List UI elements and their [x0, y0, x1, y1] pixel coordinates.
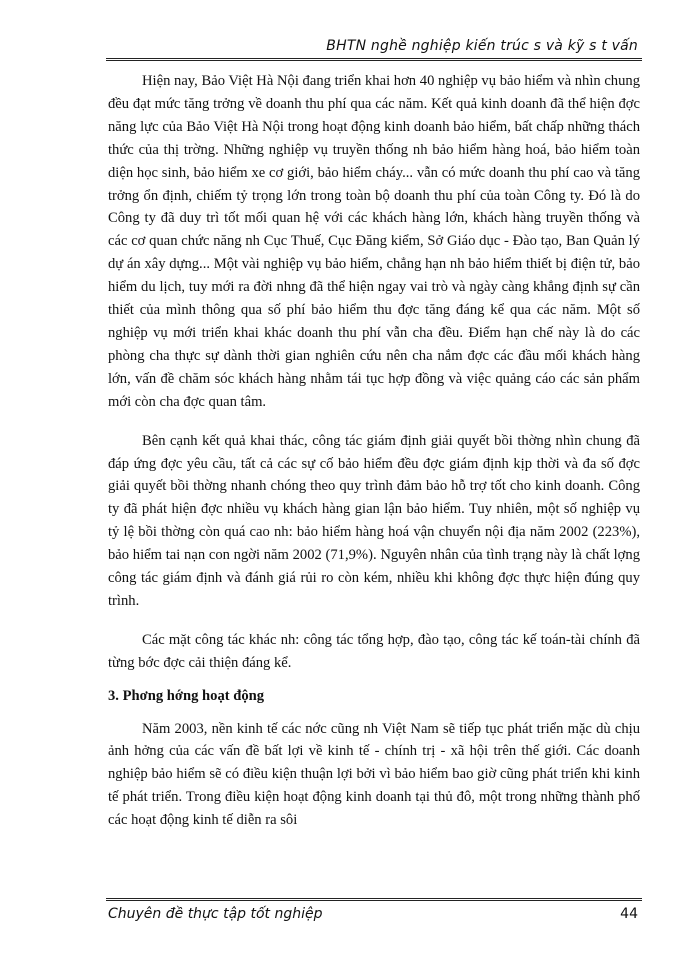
- running-header: BHTN nghề nghiệp kiến trúc s và kỹ s t vấn: [326, 38, 638, 54]
- header-rule: [106, 58, 642, 61]
- paragraph-3: Các mặt công tác khác nh: công tác tổng hợp, đào tạo, công tác kế toán-tài chính đã từng bớc đợc cải thiện đáng kể.: [108, 631, 640, 671]
- running-footer: Chuyên đề thực tập tốt nghiệp: [108, 906, 323, 922]
- page-number: 44: [620, 906, 638, 922]
- document-body: [108, 70, 640, 832]
- section-heading: 3. Phơng hớng hoạt động: [108, 687, 265, 704]
- paragraph-2: Bên cạnh kết quả khai thác, công tác giám định giải quyết bồi thờng nhìn chung đã đáp ứng đợc yêu cầu, tất cả các sự cố bảo hiểm đều đợc giám định kịp thời và đa số đợc giải quyết bồi thờng nhanh chóng theo quy trình đảm bảo hỗ trợ tốt cho kinh doanh. Công ty đã phát hiện đợc nhiều vụ khách hàng gian lận bảo hiểm. Tuy nhiên, một số nghiệp vụ tỷ lệ bồi thờng còn quá cao nh: bảo hiểm hàng hoá vận chuyển nội địa năm 2002 (223%), bảo hiểm tai nạn con ngời năm 2002 (71,9%). Nguyên nhân của tình trạng này là chất lợng công tác giám định và đánh giá rủi ro còn kém, nhiều khi không đợc thực hiện đúng quy trình.: [108, 432, 640, 609]
- footer-rule: [106, 898, 642, 901]
- paragraph-1: Hiện nay, Bảo Việt Hà Nội đang triển khai hơn 40 nghiệp vụ bảo hiểm và nhìn chung đều đạt mức tăng trởng về doanh thu phí qua các năm. Kết quả kinh doanh đã thể hiện đợc năng lực của Bảo Việt Hà Nội trong hoạt động kinh doanh bảo hiểm, bất chấp những thách thức của thị trờng. Những nghiệp vụ truyền thống nh bảo hiểm hàng hoá, bảo hiểm toàn diện học sinh, bảo hiểm xe cơ giới, bảo hiểm cháy... vẫn có mức doanh thu phí cao và tăng trởng ổn định, chiếm tỷ trọng lớn trong toàn bộ doanh thu phí của toàn Công ty. Đó là do Công ty đã duy trì tốt mối quan hệ với các khách hàng lớn, khách hàng truyền thống và các cơ quan chức năng nh Cục Thuế, Cục Đăng kiểm, Sở Giáo dục - Đào tạo, Ban Quản lý dự án xây dựng... Một vài nghiệp vụ bảo hiểm, chẳng hạn nh bảo hiểm thiết bị điện tử, bảo hiểm du lịch, tuy mới ra đời nhng đã thể hiện ngay vai trò và ngày càng khẳng định sự cần thiết của mình thông qua số phí bảo hiểm thu đợc tăng đáng kể qua các năm. Một số nghiệp vụ mới triển khai khác doanh thu phí vẫn cha đều. Điểm hạn chế này là do các phòng cha thực sự dành thời gian nghiên cứu nên cha nắm đợc các đầu mối khách hàng lớn, vấn đề chăm sóc khách hàng nhằm tái tục hợp đồng và việc quảng cáo các sản phẩm mới còn cha đợc quan tâm.: [108, 73, 640, 410]
- paragraph-4: Năm 2003, nền kinh tế các nớc cũng nh Việt Nam sẽ tiếp tục phát triển mặc dù chịu ảnh hởng của các vấn đề bất lợi về kinh tế - chính trị - xã hội trên thế giới. Các doanh nghiệp bảo hiểm sẽ có điều kiện thuận lợi bởi vì bảo hiểm bao giờ cũng phát triển khi kinh tế phát triển. Trong điều kiện hoạt động kinh doanh tại thủ đô, một trong những thành phố các hoạt động kinh tế diễn ra sôi: [108, 720, 640, 829]
